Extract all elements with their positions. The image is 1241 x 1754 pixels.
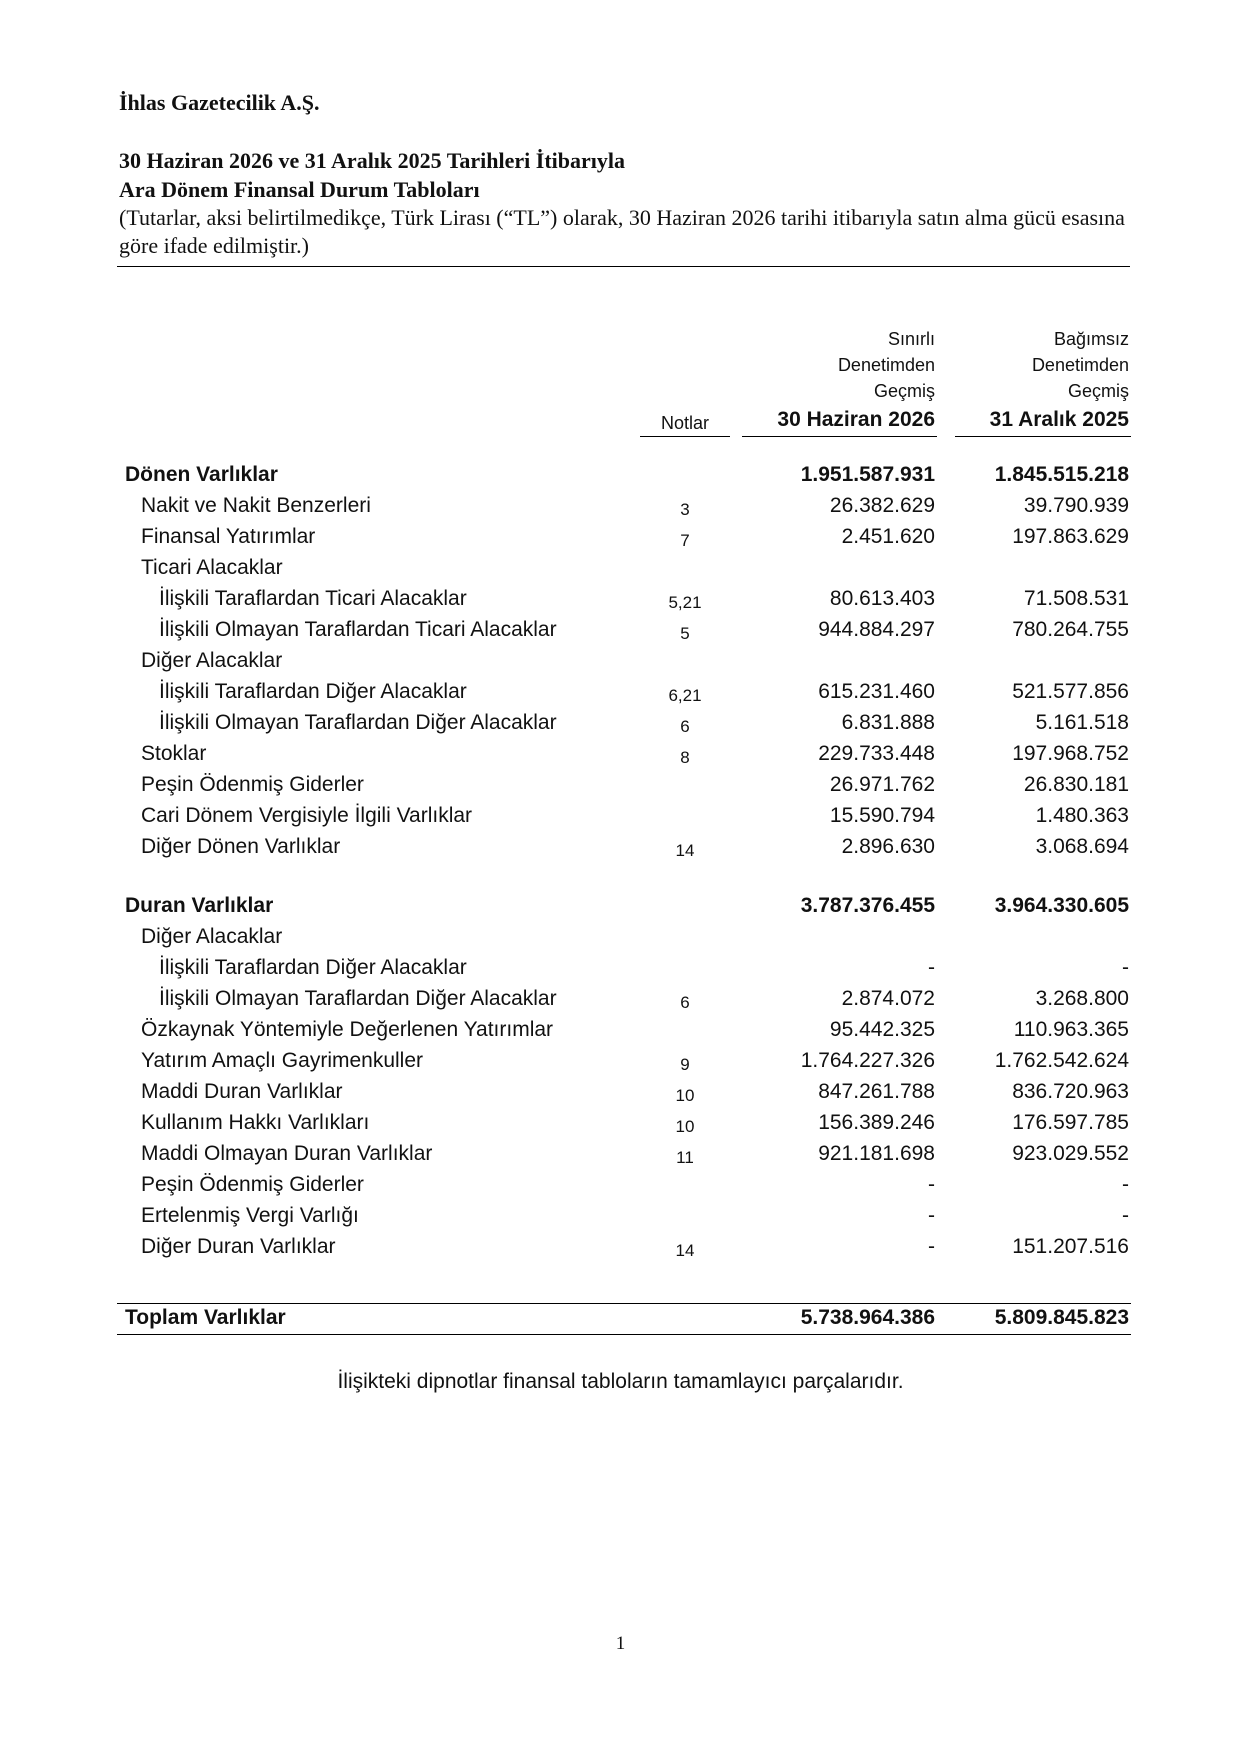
- row-note: 5: [680, 624, 690, 643]
- row-label: Duran Varlıklar: [125, 894, 274, 917]
- column-header-current: [838, 326, 935, 404]
- footnote: İlişikteki dipnotlar finansal tabloların tamamlayıcı parçalarıdır.: [337, 1370, 904, 1393]
- row-label: Diğer Duran Varlıklar: [141, 1235, 336, 1258]
- table-row: [0, 925, 1241, 956]
- row-value-prior: 110.963.365: [1013, 1018, 1129, 1041]
- column-header-prior: [1032, 326, 1129, 404]
- notes-header-underline: [640, 436, 730, 437]
- table-row: [0, 742, 1241, 773]
- row-note: 6: [680, 993, 690, 1012]
- report-title-line2: Ara Dönem Finansal Durum Tabloları: [119, 177, 480, 202]
- row-label: Özkaynak Yöntemiyle Değerlenen Yatırımlar: [141, 1018, 554, 1041]
- row-label: Yatırım Amaçlı Gayrimenkuller: [141, 1049, 424, 1072]
- row-value-prior: 71.508.531: [1023, 587, 1129, 610]
- column-header-current-line1: Sınırlı: [887, 329, 935, 349]
- row-value-prior: 1.762.542.624: [994, 1049, 1129, 1072]
- row-label: Diğer Alacaklar: [141, 649, 283, 672]
- row-value-current: 95.442.325: [829, 1018, 935, 1041]
- row-value-prior: 923.029.552: [1012, 1142, 1129, 1165]
- row-label: Maddi Olmayan Duran Varlıklar: [141, 1142, 433, 1165]
- row-value-prior: 3.268.800: [1035, 987, 1129, 1010]
- row-value-current: 921.181.698: [818, 1142, 935, 1165]
- table-row: [0, 804, 1241, 835]
- row-value-prior: 151.207.516: [1012, 1235, 1129, 1258]
- row-label: Nakit ve Nakit Benzerleri: [141, 494, 371, 517]
- row-note: 7: [680, 531, 690, 550]
- row-label: Diğer Dönen Varlıklar: [141, 835, 341, 858]
- table-row: [0, 1142, 1241, 1173]
- row-note: 11: [676, 1148, 694, 1167]
- row-label: İlişkili Olmayan Taraflardan Diğer Alacaklar: [159, 711, 557, 734]
- table-row-total-assets: [0, 1306, 1241, 1337]
- row-value-current: 156.389.246: [818, 1111, 935, 1134]
- row-label: İlişkili Olmayan Taraflardan Diğer Alacaklar: [159, 987, 557, 1010]
- table-row: [0, 525, 1241, 556]
- row-value-current: 615.231.460: [818, 680, 935, 703]
- row-note: 5,21: [668, 593, 702, 612]
- row-note: 6: [680, 717, 690, 736]
- row-value-prior: 1.480.363: [1035, 804, 1129, 827]
- row-note: 14: [675, 1241, 695, 1260]
- row-value-current: 944.884.297: [818, 618, 935, 641]
- row-value-prior: 5.809.845.823: [994, 1306, 1129, 1329]
- row-label: Finansal Yatırımlar: [141, 525, 316, 548]
- table-row: [0, 1049, 1241, 1080]
- table-row-current-assets-total: [0, 463, 1241, 494]
- row-value-current: 26.382.629: [829, 494, 935, 517]
- row-value-current: 1.764.227.326: [800, 1049, 935, 1072]
- table-row: [0, 587, 1241, 618]
- row-label: İlişkili Taraflardan Diğer Alacaklar: [159, 680, 467, 703]
- table-row: [0, 1204, 1241, 1235]
- table-row: [0, 1018, 1241, 1049]
- row-value-prior: 836.720.963: [1012, 1080, 1129, 1103]
- row-label: Peşin Ödenmiş Giderler: [141, 773, 364, 796]
- row-value-prior: 176.597.785: [1012, 1111, 1129, 1134]
- row-value-prior: -: [1122, 1173, 1129, 1196]
- row-label: Maddi Duran Varlıklar: [141, 1080, 343, 1103]
- row-value-current: 26.971.762: [829, 773, 935, 796]
- table-row: [0, 649, 1241, 680]
- row-note: 3: [680, 500, 690, 519]
- row-label: İlişkili Olmayan Taraflardan Ticari Alacaklar: [159, 618, 557, 641]
- page-number: 1: [615, 1633, 626, 1654]
- row-value-prior: 5.161.518: [1035, 711, 1129, 734]
- row-label: Dönen Varlıklar: [125, 463, 278, 486]
- row-value-prior: 197.968.752: [1012, 742, 1129, 765]
- table-row: [0, 987, 1241, 1018]
- table-row: [0, 1235, 1241, 1266]
- row-label: Toplam Varlıklar: [125, 1306, 286, 1329]
- report-title-line1: 30 Haziran 2026 ve 31 Aralık 2025 Tarihleri İtibarıyla: [119, 148, 625, 173]
- row-value-current: 2.451.620: [841, 525, 935, 548]
- row-value-prior: 26.830.181: [1023, 773, 1129, 796]
- row-value-current: 5.738.964.386: [800, 1306, 935, 1329]
- column-header-prior-line3: Geçmiş: [1067, 381, 1129, 401]
- header-divider: [117, 266, 1130, 267]
- row-label: İlişkili Taraflardan Diğer Alacaklar: [159, 956, 467, 979]
- company-name: İhlas Gazetecilik A.Ş.: [119, 90, 320, 115]
- column-header-current-line3: Geçmiş: [873, 381, 935, 401]
- table-row: [0, 680, 1241, 711]
- row-label: Stoklar: [141, 742, 207, 765]
- table-row: [0, 494, 1241, 525]
- row-note: 8: [680, 748, 690, 767]
- row-note: 14: [675, 841, 695, 860]
- row-value-prior: 521.577.856: [1012, 680, 1129, 703]
- total-bottom-rule: [117, 1334, 1131, 1335]
- table-row: [0, 773, 1241, 804]
- row-value-prior: 39.790.939: [1023, 494, 1129, 517]
- total-top-rule: [117, 1303, 1131, 1304]
- column-header-current-line2: Denetimden: [837, 355, 935, 375]
- table-row-noncurrent-assets-total: [0, 894, 1241, 925]
- row-value-prior: -: [1122, 1204, 1129, 1227]
- row-label: Ticari Alacaklar: [141, 556, 283, 579]
- row-label: Kullanım Hakkı Varlıkları: [141, 1111, 370, 1134]
- table-row: [0, 1080, 1241, 1111]
- row-label: Peşin Ödenmiş Giderler: [141, 1173, 364, 1196]
- column-header-prior-line1: Bağımsız: [1053, 329, 1129, 349]
- notes-column-header: Notlar: [660, 413, 709, 433]
- table-row: [0, 618, 1241, 649]
- row-value-current: 1.951.587.931: [800, 463, 935, 486]
- row-note: 10: [675, 1086, 695, 1105]
- row-value-prior: 3.964.330.605: [994, 894, 1129, 917]
- current-header-underline: [742, 436, 937, 437]
- column-header-prior-line2: Denetimden: [1031, 355, 1129, 375]
- row-note: 10: [675, 1117, 695, 1136]
- row-value-current: -: [928, 1173, 935, 1196]
- row-value-current: -: [928, 1235, 935, 1258]
- row-value-prior: -: [1122, 956, 1129, 979]
- table-row: [0, 711, 1241, 742]
- prior-header-underline: [955, 436, 1131, 437]
- table-row: [0, 835, 1241, 866]
- row-label: Ertelenmiş Vergi Varlığı: [141, 1204, 359, 1227]
- row-value-current: -: [928, 956, 935, 979]
- row-value-current: -: [928, 1204, 935, 1227]
- report-subtitle: (Tutarlar, aksi belirtilmedikçe, Türk Lirası (“TL”) olarak, 30 Haziran 2026 tarihi itibarıyla satın alma gücü esasına göre ifade edilmiştir.): [119, 205, 1125, 258]
- row-value-prior: 1.845.515.218: [994, 463, 1129, 486]
- row-value-current: 6.831.888: [841, 711, 935, 734]
- row-note: 6,21: [668, 686, 702, 705]
- table-row: [0, 1111, 1241, 1142]
- row-value-current: 2.874.072: [841, 987, 935, 1010]
- row-value-current: 15.590.794: [829, 804, 935, 827]
- table-row: [0, 956, 1241, 987]
- row-label: Diğer Alacaklar: [141, 925, 283, 948]
- row-value-current: 847.261.788: [818, 1080, 935, 1103]
- column-date-prior: 31 Aralık 2025: [989, 408, 1129, 431]
- row-label: İlişkili Taraflardan Ticari Alacaklar: [159, 587, 467, 610]
- row-value-prior: 197.863.629: [1012, 525, 1129, 548]
- column-date-current: 30 Haziran 2026: [777, 408, 935, 431]
- row-label: Cari Dönem Vergisiyle İlgili Varlıklar: [141, 804, 473, 827]
- table-row: [0, 556, 1241, 587]
- row-note: 9: [680, 1055, 690, 1074]
- row-value-prior: 780.264.755: [1012, 618, 1129, 641]
- row-value-current: 2.896.630: [841, 835, 935, 858]
- row-value-current: 3.787.376.455: [800, 894, 935, 917]
- row-value-prior: 3.068.694: [1035, 835, 1129, 858]
- row-value-current: 80.613.403: [829, 587, 935, 610]
- row-value-current: 229.733.448: [818, 742, 935, 765]
- table-row: [0, 1173, 1241, 1204]
